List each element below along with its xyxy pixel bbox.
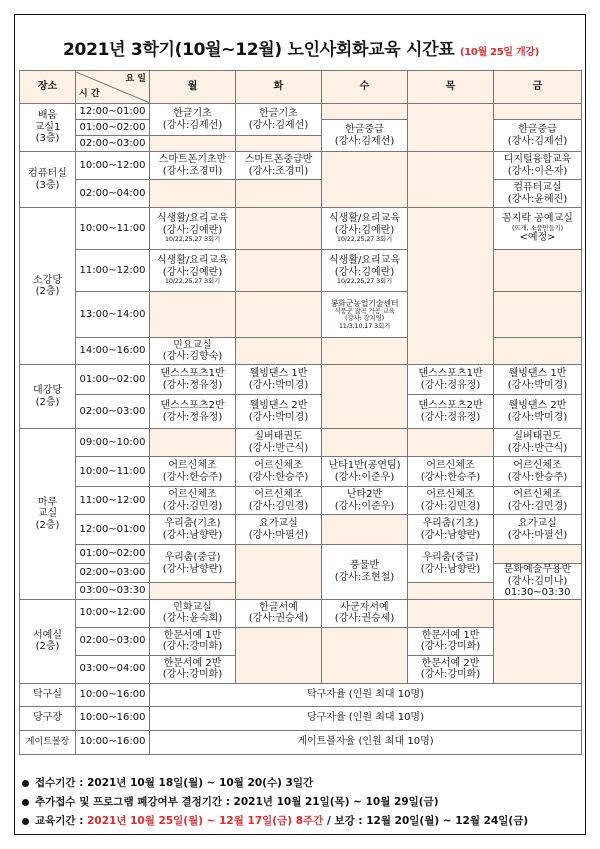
class-cell: 당구자율 (인원 최대 10명): [150, 706, 582, 730]
class-cell: 한문서예 1반 (강사:강미화): [150, 627, 236, 655]
empty-cell: [150, 136, 236, 152]
empty-cell: [494, 599, 582, 683]
place-floor-classroom: 마루 교실 (2층): [20, 429, 76, 600]
empty-cell: [236, 250, 322, 292]
bullet-icon: [22, 780, 29, 787]
empty-cell: [322, 627, 408, 683]
class-cell: 우리춤(중급) (강사:남향란): [408, 545, 494, 583]
time-slot: 13:00~14:00: [76, 292, 150, 338]
time-slot: 01:00~02:00: [76, 120, 150, 136]
schedule-page: [14, 14, 586, 835]
class-cell: 어르신체조 (강사:한승주): [494, 457, 582, 487]
time-slot: 02:00~03:00: [76, 136, 150, 152]
time-slot: 03:00~03:30: [76, 583, 150, 599]
class-cell: 한글중급 (강사:김제선): [494, 120, 582, 152]
class-cell: 한글기초 (강사:김제선): [236, 104, 322, 136]
class-cell: 댄스스포츠1반 (강사:정유정): [408, 365, 494, 395]
class-cell: 웰빙댄스 2반 (강사:박미경): [494, 395, 582, 429]
class-cell: 한문서예 1반 (강사:강미화): [408, 627, 494, 655]
time-label: 시 간: [79, 89, 100, 100]
time-slot: 09:00~10:00: [76, 429, 150, 457]
empty-cell: [408, 583, 494, 599]
class-cell: 웰빙댄스 1반 (강사:박미경): [494, 365, 582, 395]
class-cell: 우리춤(기초) (강사:남향란): [408, 515, 494, 545]
empty-cell: [322, 104, 408, 120]
class-cell: 웰빙댄스 1반 (강사:박미경): [236, 365, 322, 395]
empty-cell: [150, 180, 236, 208]
place-table-tennis: 탁구실: [20, 683, 76, 706]
time-slot: 10:00~11:00: [76, 208, 150, 250]
empty-cell: [150, 429, 236, 457]
time-slot: 11:00~12:00: [76, 250, 150, 292]
empty-cell: [236, 627, 322, 683]
empty-cell: [494, 292, 582, 338]
class-cell: 게이트볼자율 (인원 최대 10명): [150, 730, 582, 754]
time-slot: 10:00~16:00: [76, 683, 150, 706]
time-slot: 12:00~01:00: [76, 104, 150, 120]
day-mon: 월: [150, 71, 236, 104]
class-cell: 댄스스포츠2반 (강사:정유정): [150, 395, 236, 429]
day-tue: 화: [236, 71, 322, 104]
class-cell: 어르신체조 (강사:김민경): [236, 487, 322, 515]
class-cell: 한문서예 2반 (강사:강미화): [408, 655, 494, 683]
class-cell: 댄스스포츠1반 (강사:정유정): [150, 365, 236, 395]
empty-cell: [236, 180, 322, 208]
class-cell: 어르신체조 (강사:김민경): [408, 487, 494, 515]
class-cell: 어르신체조 (강사:김민경): [150, 487, 236, 515]
place-billiards: 당구장: [20, 706, 76, 730]
note-additional: 추가접수 및 프로그램 폐강여부 결정기간 : 2021년 10월 21일(목) ~ 10월 29일(금): [22, 794, 582, 813]
class-cell: 웰빙댄스 2반 (강사:박미경): [236, 395, 322, 429]
time-slot: 02:00~03:00: [76, 627, 150, 655]
class-cell: 스마트폰중급반 (강사:조경미): [236, 152, 322, 180]
bullet-icon: [22, 818, 29, 825]
class-cell: 실버태권도 (강사:반근식): [236, 429, 322, 457]
class-cell: 식생활/요리교육 (강사:김예란) 10/22,25,27 3회기: [322, 208, 408, 250]
time-slot: 10:00~11:00: [76, 457, 150, 487]
class-cell: 어르신체조 (강사:한승주): [150, 457, 236, 487]
empty-cell: [408, 152, 494, 208]
empty-cell: [408, 429, 494, 457]
empty-cell: [408, 104, 494, 152]
class-cell: 꼼지락 공예교실 (뜨개, 소품만들기) <예정>: [494, 208, 582, 250]
empty-cell: [322, 365, 408, 429]
class-cell: 문화예술무용반 (강사:김미나) 01:30~03:30: [494, 564, 582, 600]
time-slot: 02:00~04:00: [76, 180, 150, 208]
note-period: 교육기간 : 2021년 10월 25일(월) ~ 12월 17일(금) 8주간 / 보강 : 12월 20일(월) ~ 12월 24일(금): [22, 813, 582, 832]
day-wed: 수: [322, 71, 408, 104]
title-text: 2021년 3학기(10월~12월) 노인사회화교육 시간표: [63, 40, 455, 60]
time-slot: 01:00~02:00: [76, 545, 150, 564]
empty-cell: [236, 292, 322, 338]
place-computer-room: 컴퓨터실 (3층): [20, 152, 76, 208]
empty-cell: [494, 545, 582, 564]
class-cell: 풍물반 (강사:조현철): [322, 545, 408, 600]
empty-cell: [150, 583, 236, 599]
class-cell: 스마트폰기초반 (강사:조경미): [150, 152, 236, 180]
day-fri: 금: [494, 71, 582, 104]
empty-cell: [322, 152, 408, 208]
class-cell: 컴퓨터교실 (강사:윤혜진): [494, 180, 582, 208]
page-title: [15, 35, 587, 60]
time-slot: 01:00~02:00: [76, 365, 150, 395]
empty-cell: [236, 545, 322, 600]
time-slot: 10:00~12:00: [76, 152, 150, 180]
empty-cell: [322, 429, 408, 457]
time-slot: 10:00~16:00: [76, 730, 150, 754]
place-main-hall: 대강당 (2층): [20, 365, 76, 429]
empty-cell: [494, 338, 582, 365]
header-time-day: [76, 71, 150, 104]
class-cell: 난타2반 (강사:이준우): [322, 487, 408, 515]
time-slot: 10:00~16:00: [76, 706, 150, 730]
class-cell: 요가교실 (강사:마필선): [236, 515, 322, 545]
class-cell: 한글기초 (강사:김제선): [150, 104, 236, 136]
time-slot: 02:00~03:00: [76, 395, 150, 429]
class-cell: 한글서예 (강사:권승세): [236, 599, 322, 627]
empty-cell: [322, 338, 408, 365]
place-small-hall: 소강당 (2층): [20, 208, 76, 365]
time-slot: 14:00~16:00: [76, 338, 150, 365]
class-cell: 민화교실 (강사:윤숙희): [150, 599, 236, 627]
bullet-icon: [22, 799, 29, 806]
note-registration: 접수기간 : 2021년 10월 18일(월) ~ 10월 20(수) 3일간: [22, 775, 582, 794]
day-label: 요 일: [125, 73, 146, 84]
class-cell: 난타1반(공연팀) (강사:이준우): [322, 457, 408, 487]
class-cell: 디지털융합교육 (강사:이은자): [494, 152, 582, 180]
class-cell: 봉화군농업기술센터 식품군 잡곡 가공 교육 (강사: 강지영) 11/3,10,17 3회기: [322, 292, 408, 338]
class-cell: 식생활/요리교육 (강사:김예란) 10/22,25,27 3회기: [150, 208, 236, 250]
empty-cell: [322, 515, 408, 545]
timetable: [19, 70, 582, 755]
empty-cell: [494, 104, 582, 120]
class-cell: 실버태권도 (강사:반근식): [494, 429, 582, 457]
class-cell: 우리춤(기초) (강사:남향란): [150, 515, 236, 545]
class-cell: 탁구자율 (인원 최대 10명): [150, 683, 582, 706]
time-slot: 11:00~12:00: [76, 487, 150, 515]
class-cell: 식생활/요리교육 (강사:김예란) 10/22,25,27 3회기: [322, 250, 408, 292]
header-place: 장소: [20, 71, 76, 104]
time-slot: 02:00~03:00: [76, 564, 150, 583]
time-slot: 03:00~04:00: [76, 655, 150, 683]
class-cell: 어르신체조 (강사:한승주): [236, 457, 322, 487]
place-gateball: 게이트볼장: [20, 730, 76, 754]
place-classroom1: 배움 교실1 (3층): [20, 104, 76, 152]
class-cell: 한글중급 (강사:김제선): [322, 120, 408, 152]
title-subtitle: (10월 25일 개강): [459, 47, 539, 58]
day-thu: 목: [408, 71, 494, 104]
time-slot: 12:00~01:00: [76, 515, 150, 545]
class-cell: 사군자서예 (강사:권승세): [322, 599, 408, 627]
class-cell: 우리춤(중급) (강사:남향란): [150, 545, 236, 583]
empty-cell: [150, 292, 236, 338]
notes: [22, 775, 582, 832]
class-cell: 한문서예 2반 (강사:강미화): [150, 655, 236, 683]
class-cell: 어르신체조 (강사:김민경): [494, 487, 582, 515]
time-slot: 10:00~12:00: [76, 599, 150, 627]
place-calligraphy-room: 서예실 (2층): [20, 599, 76, 683]
class-cell: 어르신체조 (강사:한승주): [408, 457, 494, 487]
class-cell: 요가교실 (강사:마필선): [494, 515, 582, 545]
empty-cell: [236, 136, 322, 152]
class-cell: 식생활/요리교육 (강사:김예란) 10/22,25,27 3회기: [150, 250, 236, 292]
empty-cell: [236, 208, 322, 250]
class-cell: 댄스스포츠2반 (강사:정유정): [408, 395, 494, 429]
empty-cell: [236, 338, 322, 365]
empty-cell: [494, 250, 582, 292]
empty-cell: [408, 208, 494, 365]
class-cell: 민요교실 (강사:김향숙): [150, 338, 236, 365]
empty-cell: [408, 599, 494, 627]
